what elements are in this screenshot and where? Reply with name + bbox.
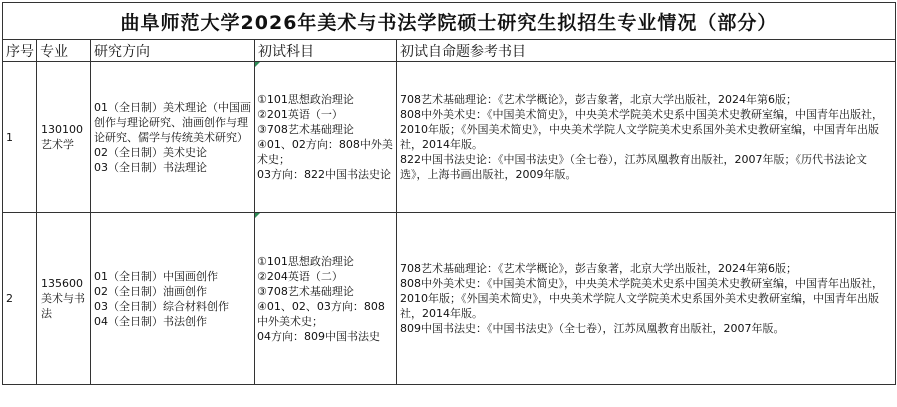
exam-item: ②201英语（一）	[257, 108, 343, 121]
admissions-table-sheet	[2, 2, 895, 403]
book-item: 809中国书法史：《中国书法史》（全七卷），江苏凤凰教育出版社，2007年版。	[400, 322, 785, 335]
direction-item: 02（全日制）美术史论	[94, 145, 207, 159]
header-major: 专业	[37, 40, 91, 62]
book-item: 808中外美术史：《中国美术简史》，中央美术学院美术史系中国美术史教研室编，中国青年出版社，2010年版；《外国美术简史》，中央美术学院人文学院美术史系国外美术史教研室编，中国青年出版社，2014年版。	[400, 277, 883, 320]
row-exam-cell	[255, 62, 397, 213]
header-exam: 初试科目	[255, 40, 397, 62]
row-seq-cell: 1	[3, 62, 37, 213]
header-books: 初试自命题参考书目	[397, 40, 896, 62]
cell-comment-marker	[255, 213, 260, 218]
exam-item: ①101思想政治理论	[257, 254, 354, 268]
title-row	[3, 3, 896, 40]
table-row	[3, 213, 896, 385]
exam-item: ③708艺术基础理论	[257, 284, 354, 298]
direction-item: 01（全日制）美术理论（中国画创作与理论研究、油画创作与理论研究、儒学与传统美术研究）	[94, 100, 251, 144]
row-direction-cell	[91, 62, 255, 213]
book-item: 708艺术基础理论：《艺术学概论》，彭吉象著，北京大学出版社，2024年第6版；	[400, 262, 797, 275]
admissions-table	[2, 2, 896, 385]
direction-item: 04（全日制）书法创作	[94, 314, 207, 328]
row-exam-cell	[255, 213, 397, 385]
row-seq-cell: 2	[3, 213, 37, 385]
exam-item: ②204英语（二）	[257, 269, 343, 283]
exam-item: ①101思想政治理论	[257, 93, 354, 106]
book-item: 822中国书法史论：《中国书法史》（全七卷），江苏凤凰教育出版社，2007年版；《历代书法论文选》，上海书画出版社，2009年版。	[400, 153, 867, 181]
row-direction-cell	[91, 213, 255, 385]
exam-item: ④01、02方向：808中外美术史；	[257, 138, 393, 166]
major-name: 美术与书法	[41, 292, 85, 320]
exam-item: 04方向：809中国书法史	[257, 329, 380, 343]
row-books-cell	[397, 213, 896, 385]
header-seq: 序号	[3, 40, 37, 62]
row-major-cell	[37, 213, 91, 385]
book-item: 708艺术基础理论：《艺术学概论》，彭吉象著，北京大学出版社，2024年第6版；	[400, 93, 797, 106]
header-direction: 研究方向	[91, 40, 255, 62]
major-code: 130100	[41, 123, 83, 136]
table-row	[3, 62, 896, 213]
major-name: 艺术学	[41, 138, 74, 151]
exam-item: ③708艺术基础理论	[257, 123, 354, 136]
major-code: 135600	[41, 277, 83, 290]
exam-item: ④01、02、03方向：808中外美术史；	[257, 299, 385, 328]
direction-item: 03（全日制）综合材料创作	[94, 299, 229, 313]
book-item: 808中外美术史：《中国美术简史》，中央美术学院美术史系中国美术史教研室编，中国青年出版社，2010年版；《外国美术简史》，中央美术学院人文学院美术史系国外美术史教研室编，中国青年出版社，2014年版。	[400, 108, 883, 151]
row-major-cell	[37, 62, 91, 213]
direction-item: 03（全日制）书法理论	[94, 160, 207, 174]
header-row	[3, 40, 896, 62]
row-books-cell	[397, 62, 896, 213]
direction-item: 01（全日制）中国画创作	[94, 269, 218, 283]
table-title: 曲阜师范大学2026年美术与书法学院硕士研究生拟招生专业情况（部分）	[3, 3, 896, 40]
direction-item: 02（全日制）油画创作	[94, 284, 207, 298]
cell-comment-marker	[255, 62, 260, 67]
exam-item: 03方向：822中国书法史论	[257, 168, 391, 181]
